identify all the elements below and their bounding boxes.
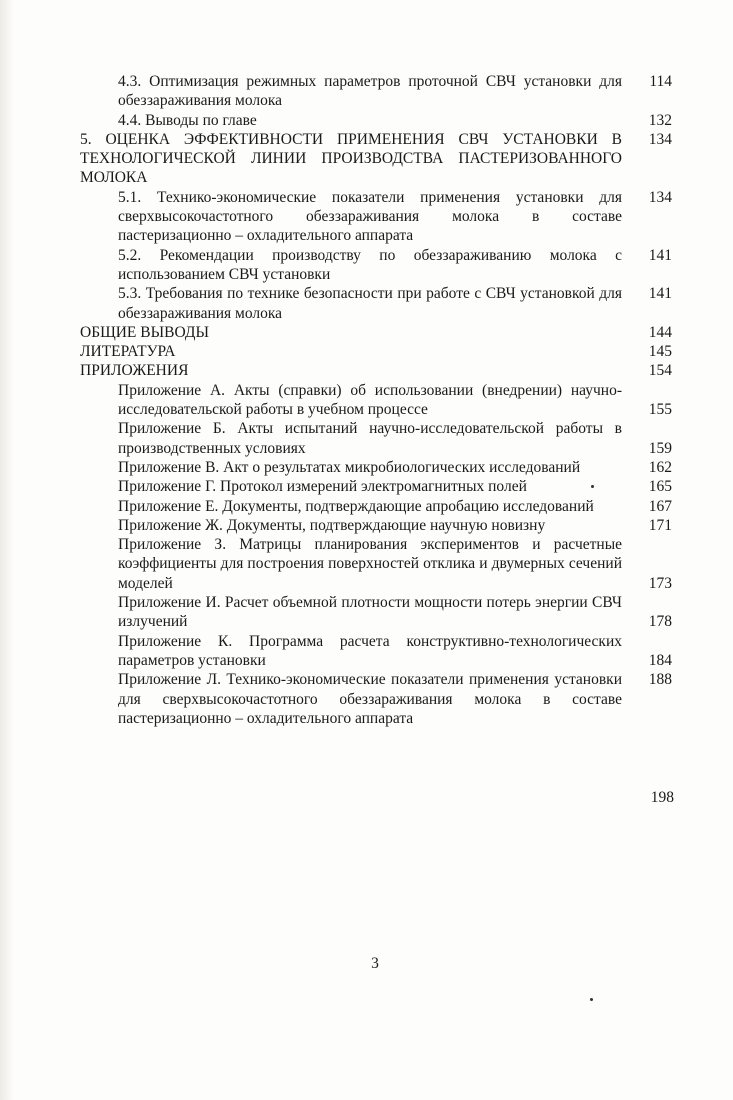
toc-entry-literature: [80, 342, 672, 361]
table-of-contents: [80, 72, 672, 728]
toc-entry-title: Приложение А. Акты (справки) об использовании (внедрении) научно-исследовательской работы в учебном процессе: [118, 381, 622, 419]
toc-entry-page: 162: [648, 458, 672, 476]
toc-entry-app-e: [80, 497, 672, 516]
toc-entry-page: 134: [648, 188, 672, 206]
toc-entry-title: 5.2. Рекомендации производству по обеззараживанию молока с использованием СВЧ установки: [118, 246, 622, 283]
toc-entry-app-b: [80, 419, 672, 458]
toc-entry-page: 171: [648, 516, 672, 534]
toc-entry-page: 184: [648, 651, 672, 669]
toc-entry-page: 144: [648, 323, 672, 341]
toc-entry-page: 159: [648, 439, 672, 457]
toc-entry-appendices: [80, 361, 672, 380]
toc-entry-5: [80, 130, 672, 188]
page-number: 3: [371, 955, 379, 972]
toc-entry-title: ПРИЛОЖЕНИЯ: [80, 362, 189, 380]
toc-entry-title: Приложение К. Программа расчета конструктивно-технологических параметров установки: [118, 632, 622, 669]
toc-entry-title: 5. ОЦЕНКА ЭФФЕКТИВНОСТИ ПРИМЕНЕНИЯ СВЧ УСТАНОВКИ В ТЕХНОЛОГИЧЕСКОЙ ЛИНИИ ПРОИЗВОДСТВА ПАСТЕРИЗОВАННОГО МОЛОКА: [80, 130, 622, 187]
toc-entry-page: 141: [648, 285, 672, 303]
toc-entry-app-g: [80, 477, 672, 496]
toc-entry-app-zh: [80, 516, 672, 535]
toc-entry-title: Приложение Б. Акты испытаний научно-исследовательской работы в производственных условиях: [118, 420, 622, 457]
toc-entry-5-3: [80, 284, 672, 323]
toc-entry-page: 155: [648, 401, 672, 419]
toc-entry-title: Приложение Л. Технико-экономические показатели применения установки для сверхвысокочастотного обеззараживания молока в составе пастеризационно – охладительного аппарата: [118, 671, 622, 727]
toc-entry-page: 145: [648, 343, 672, 361]
toc-entry-5-2: [80, 246, 672, 285]
toc-entry-page: 178: [648, 613, 672, 631]
toc-entry-4-3: [80, 72, 672, 111]
toc-entry-title: Приложение Ж. Документы, подтверждающие научную новизну: [118, 516, 546, 534]
toc-entry-title: Приложение И. Расчет объемной плотности мощности потерь энергии СВЧ излучений: [118, 594, 622, 631]
toc-entry-4-4: [80, 111, 672, 130]
toc-entry-page: 132: [648, 111, 672, 129]
scan-speck: [590, 998, 593, 1001]
toc-entry-title: Приложение В. Акт о результатах микробиологических исследований: [118, 458, 581, 476]
trailing-page-number: 198: [650, 789, 674, 806]
toc-entry-title: Приложение Е. Документы, подтверждающие апробацию исследований: [118, 497, 594, 515]
toc-entry-page: 188: [648, 671, 672, 689]
toc-entry-app-l: [80, 670, 672, 728]
toc-entry-title: 5.3. Требования по технике безопасности при работе с СВЧ установкой для обеззараживания молока: [118, 285, 622, 322]
scan-edge-shadow: [0, 0, 14, 1100]
toc-entry-conclusions: [80, 323, 672, 342]
toc-entry-app-i: [80, 593, 672, 632]
toc-entry-title: ОБЩИЕ ВЫВОДЫ: [80, 323, 209, 341]
toc-entry-page: 167: [648, 497, 672, 515]
toc-entry-title: 5.1. Технико-экономические показатели применения установки для сверхвысокочастотного обеззараживания молока в составе пастеризационно – охладительного аппарата: [118, 188, 622, 245]
toc-entry-app-k: [80, 632, 672, 671]
toc-entry-page: 165: [648, 478, 672, 496]
toc-entry-title: ЛИТЕРАТУРА: [80, 343, 176, 361]
toc-entry-title: Приложение З. Матрицы планирования экспериментов и расчетные коэффициенты для построения поверхностей отклика и двумерных сечений моделей: [118, 536, 622, 592]
toc-entry-page: 154: [648, 362, 672, 380]
toc-entry-page: 173: [648, 574, 672, 592]
toc-entry-5-1: [80, 188, 672, 246]
toc-entry-app-v: [80, 458, 672, 477]
toc-entry-title: 4.4. Выводы по главе: [118, 111, 257, 129]
scan-speck: [591, 485, 594, 488]
toc-entry-app-a: [80, 381, 672, 420]
toc-entry-title: Приложение Г. Протокол измерений электромагнитных полей: [118, 478, 527, 496]
toc-entry-app-z: [80, 535, 672, 593]
toc-entry-title: 4.3. Оптимизация режимных параметров проточной СВЧ установки для обеззараживания молока: [118, 73, 622, 110]
toc-entry-page: 114: [649, 73, 672, 90]
toc-entry-page: 141: [648, 246, 672, 264]
toc-entry-page: 134: [648, 130, 672, 148]
